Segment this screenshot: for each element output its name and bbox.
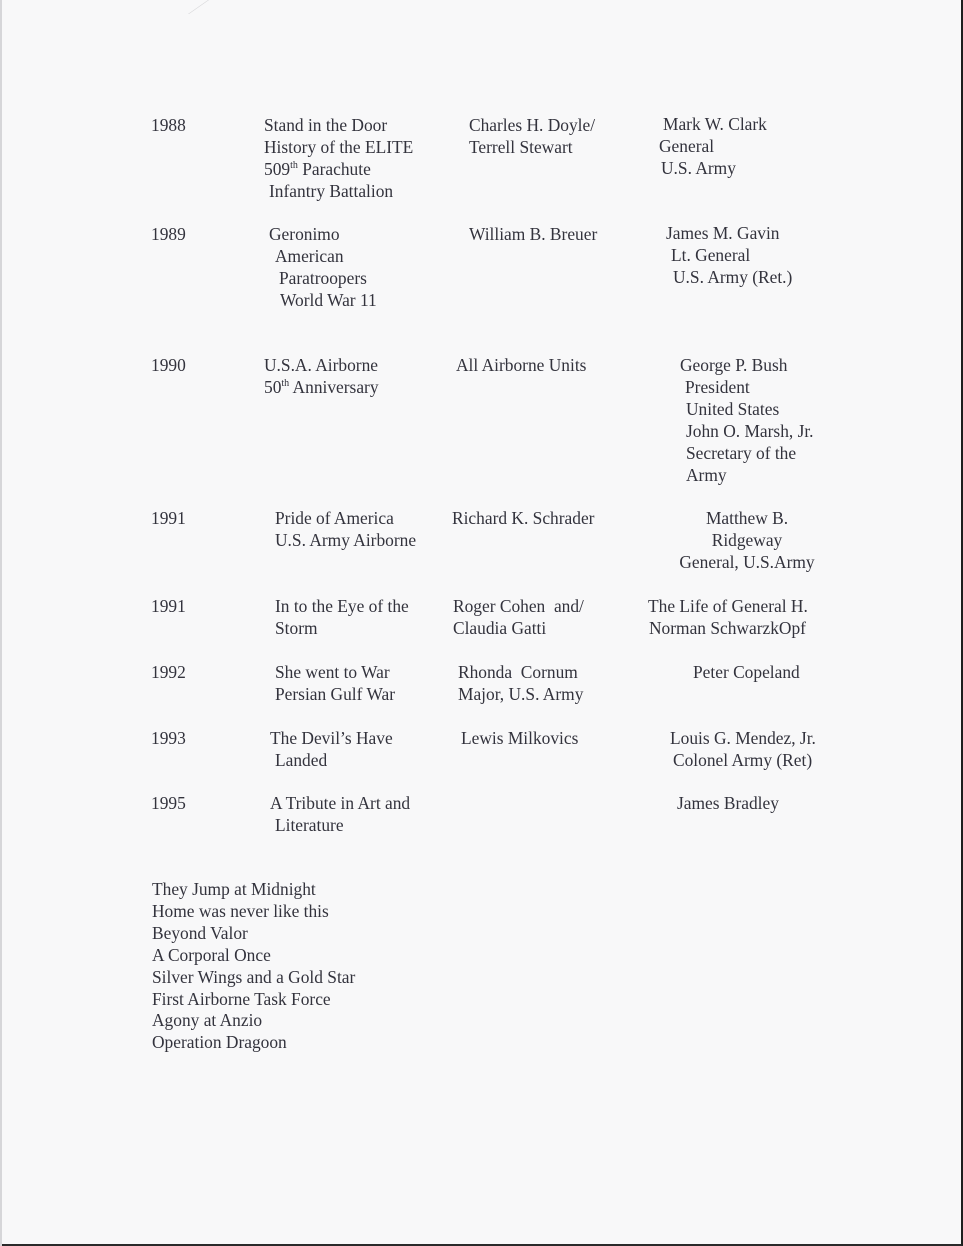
- year-text: 1995: [151, 793, 186, 813]
- row-1989-author: [469, 223, 597, 245]
- year-text: 1992: [151, 662, 186, 682]
- list-item: Beyond Valor: [152, 922, 248, 943]
- year-text: 1990: [151, 355, 186, 375]
- row-1991b-foreword: [648, 595, 808, 639]
- row-1993-author: [461, 727, 578, 749]
- row-1992-title: [275, 661, 395, 705]
- foreword-line: Ridgeway: [711, 530, 783, 550]
- year-text: 1991: [151, 508, 186, 528]
- row-1992-year: [151, 661, 186, 683]
- row-1990-title: [264, 354, 379, 398]
- row-1995-foreword: [677, 792, 779, 814]
- row-1991a-foreword: [672, 507, 822, 573]
- title-line: [264, 158, 413, 180]
- year-text: 1993: [151, 728, 186, 748]
- row-1995-title: [270, 792, 410, 836]
- author-line: Terrell Stewart: [469, 137, 573, 157]
- row-1991a-year: [151, 507, 186, 529]
- row-1988-year: [151, 114, 186, 136]
- author-line: Roger Cohen and/: [453, 596, 584, 616]
- row-1989-title: [269, 223, 377, 311]
- foreword-line: General, U.S.Army: [679, 552, 815, 572]
- foreword-line: United States: [686, 399, 780, 419]
- row-1989-year: [151, 223, 186, 245]
- title-number: 50: [264, 377, 282, 397]
- title-line: Storm: [275, 618, 318, 638]
- title-line: Landed: [275, 750, 328, 770]
- foreword-line: President: [685, 377, 750, 397]
- list-item: Agony at Anzio: [152, 1010, 263, 1031]
- list-item: Operation Dragoon: [152, 1032, 287, 1053]
- list-item: They Jump at Midnight: [152, 879, 316, 899]
- row-1990-author: [456, 354, 586, 376]
- foreword-line: General: [659, 136, 715, 156]
- author-line: Charles H. Doyle/: [469, 115, 596, 135]
- list-item: Home was never like this: [152, 900, 329, 921]
- year-text: 1989: [151, 224, 186, 244]
- row-1988-author: [469, 114, 595, 158]
- title-line: The Devil’s Have: [270, 728, 393, 748]
- foreword-line: Lt. General: [671, 245, 751, 265]
- title-number: 509: [264, 159, 291, 179]
- row-1991a-title: [275, 507, 416, 551]
- foreword-line: James Bradley: [677, 793, 779, 813]
- list-item: First Airborne Task Force: [152, 988, 331, 1009]
- row-1993-title: [270, 727, 393, 771]
- scan-mark: [188, 0, 233, 14]
- foreword-line: Norman SchwarzkOpf: [649, 618, 806, 638]
- title-line: Paratroopers: [279, 268, 367, 288]
- row-1991b-year: [151, 595, 186, 617]
- title-line: History of the ELITE: [264, 137, 414, 157]
- row-1988-title: [264, 114, 413, 202]
- author-line: All Airborne Units: [456, 355, 587, 375]
- foreword-line: Louis G. Mendez, Jr.: [670, 728, 816, 748]
- title-line: Literature: [275, 815, 344, 835]
- author-line: William B. Breuer: [469, 224, 598, 244]
- ordinal-suffix: th: [290, 160, 298, 171]
- title-line: A Tribute in Art and: [270, 793, 411, 813]
- author-line: Richard K. Schrader: [452, 508, 595, 528]
- row-1989-foreword: [666, 222, 792, 288]
- row-1990-foreword: [680, 354, 814, 486]
- author-line: Claudia Gatti: [453, 618, 547, 638]
- year-text: 1991: [151, 596, 186, 616]
- title-text: Parachute: [297, 159, 371, 179]
- row-1993-foreword: [670, 727, 816, 771]
- title-line: U.S.A. Airborne: [264, 355, 378, 375]
- foreword-line: James M. Gavin: [666, 223, 780, 243]
- page-edge: [0, 0, 2, 1246]
- title-line: Pride of America: [275, 508, 394, 528]
- foreword-line: U.S. Army (Ret.): [673, 267, 793, 287]
- foreword-line: Peter Copeland: [693, 662, 800, 682]
- row-1995-year: [151, 792, 186, 814]
- foreword-line: John O. Marsh, Jr.: [686, 421, 814, 441]
- row-1993-year: [151, 727, 186, 749]
- foreword-line: The Life of General H.: [648, 596, 808, 616]
- title-line: U.S. Army Airborne: [275, 530, 417, 550]
- title-line: Geronimo: [269, 224, 340, 244]
- author-line: Lewis Milkovics: [461, 728, 579, 748]
- row-1990-year: [151, 354, 186, 376]
- title-line: Stand in the Door: [264, 115, 388, 135]
- foreword-line: Mark W. Clark: [663, 114, 767, 134]
- ordinal-suffix: th: [281, 378, 290, 389]
- row-1992-author: [458, 661, 583, 705]
- foreword-line: George P. Bush: [680, 355, 788, 375]
- row-1988-foreword: [659, 113, 767, 179]
- list-item: A Corporal Once: [152, 944, 271, 965]
- year-text: 1988: [151, 115, 186, 135]
- list-item: Silver Wings and a Gold Star: [152, 966, 356, 987]
- title-line: World War 11: [280, 290, 377, 310]
- author-line: Rhonda Cornum: [458, 662, 578, 682]
- title-line: In to the Eye of the: [275, 596, 409, 616]
- foreword-line: U.S. Army: [661, 158, 736, 178]
- foreword-line: Secretary of the: [686, 443, 797, 463]
- title-line: She went to War: [275, 662, 390, 682]
- foreword-line: Matthew B.: [705, 508, 789, 528]
- foreword-line: Colonel Army (Ret): [673, 750, 813, 770]
- row-1991b-title: [275, 595, 409, 639]
- title-line: [264, 376, 379, 398]
- title-line: American: [275, 246, 344, 266]
- other-titles-list: [152, 879, 355, 1054]
- row-1991a-author: [452, 507, 594, 529]
- row-1992-foreword: [693, 661, 800, 683]
- title-line: Infantry Battalion: [269, 181, 394, 201]
- foreword-line: Army: [686, 465, 727, 485]
- title-text: Anniversary: [289, 377, 379, 397]
- title-line: Persian Gulf War: [275, 684, 395, 704]
- row-1991b-author: [453, 595, 584, 639]
- author-line: Major, U.S. Army: [458, 684, 584, 704]
